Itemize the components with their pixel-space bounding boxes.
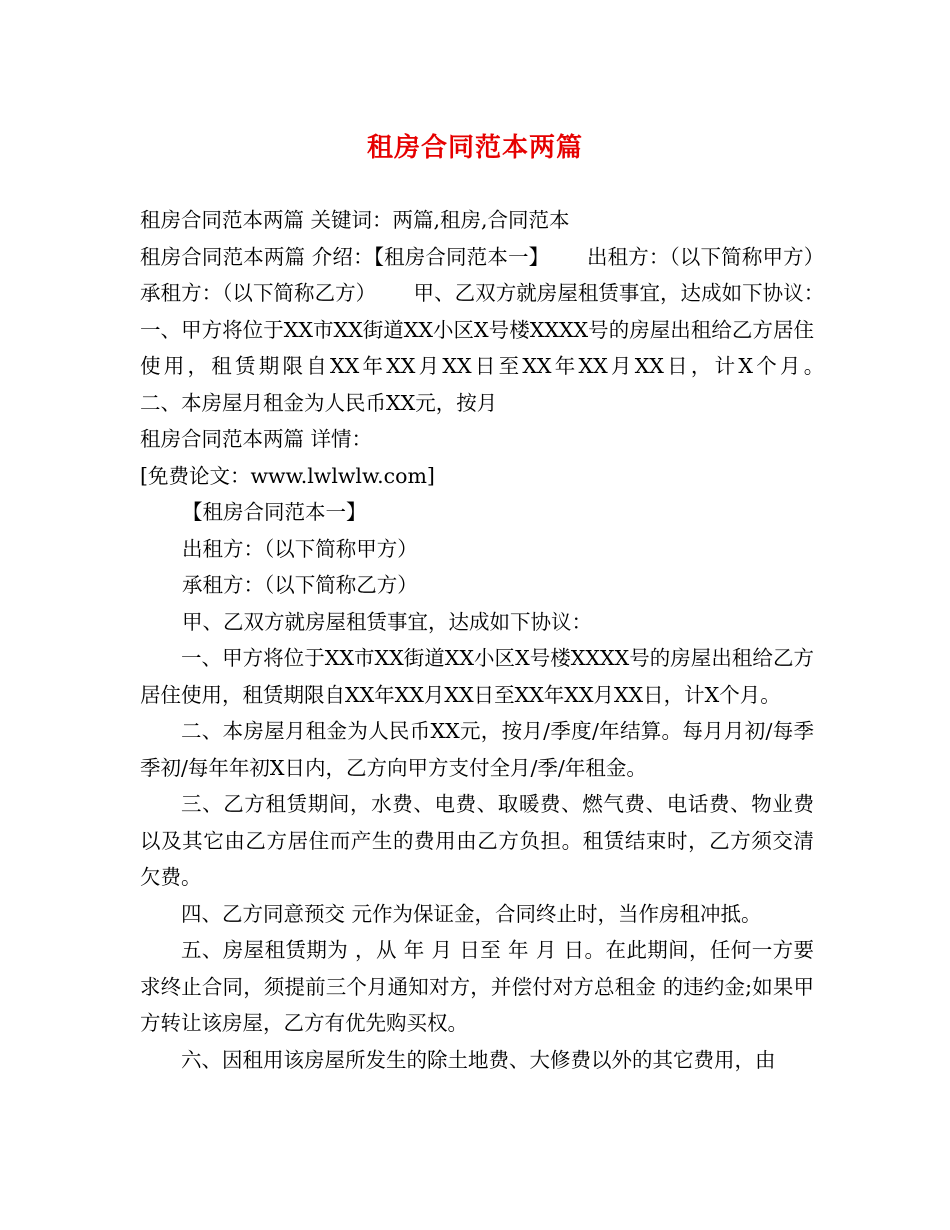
details-line: 租房合同范本两篇 详情： bbox=[140, 427, 373, 451]
source-link[interactable]: [免费论文：www.lwlwlw.com] bbox=[140, 463, 435, 488]
clause-5: 五、房屋租赁期为 ，从 年 月 日至 年 月 日。在此期间，任何一方要求终止合同，须提前三个月通知对方，并偿付对方总租金 的违约金;如果甲方转让该房屋，乙方有优先购买权。 bbox=[140, 938, 814, 1035]
clause-1: 一、甲方将位于XX市XX街道XX小区X号楼XXXX号的房屋出租给乙方居住使用，租赁期限自XX年XX月XX日至XX年XX月XX日，计X个月。 bbox=[140, 646, 814, 707]
clause-2: 二、本房屋月租金为人民币XX元，按月/季度/年结算。每月月初/每季季初/每年年初X日内，乙方向甲方支付全月/季/年租金。 bbox=[140, 719, 814, 780]
agreement-line: 甲、乙双方就房屋租赁事宜，达成如下协议： bbox=[182, 609, 592, 634]
document-body bbox=[140, 202, 862, 1078]
document-title: 租房合同范本两篇 bbox=[366, 133, 583, 163]
clause-4: 四、乙方同意预交 元作为保证金，合同终止时，当作房租冲抵。 bbox=[181, 901, 762, 926]
clause-3: 三、乙方租赁期间，水费、电费、取暖费、燃气费、电话费、物业费以及其它由乙方居住而产生的费用由乙方负担。租赁结束时，乙方须交清欠费。 bbox=[140, 792, 814, 889]
section-heading: 【租房合同范本一】 bbox=[182, 500, 367, 524]
lessor-line: 出租方：（以下简称甲方） bbox=[182, 536, 418, 561]
clause-6: 六、因租用该房屋所发生的除土地费、大修费以外的其它费用，由 bbox=[181, 1047, 776, 1072]
lessee-line: 承租方：（以下简称乙方） bbox=[182, 573, 418, 597]
intro-paragraph: 租房合同范本两篇 介绍：【租房合同范本一】 出租方：（以下简称甲方） 承租方：（以下简称乙方） 甲、乙双方就房屋租赁事宜，达成如下协议： 一、甲方将位于XX市XX街道XX小区X号楼XXXX号的房屋出租给乙方居住使用，租赁期限自XX年XX月XX日至XX年XX月XX日，计X个月。 二、本房屋月租金为人民币XX元，按月 bbox=[140, 244, 862, 415]
keywords-line: 租房合同范本两篇 关键词：两篇,租房,合同范本 bbox=[140, 208, 570, 232]
